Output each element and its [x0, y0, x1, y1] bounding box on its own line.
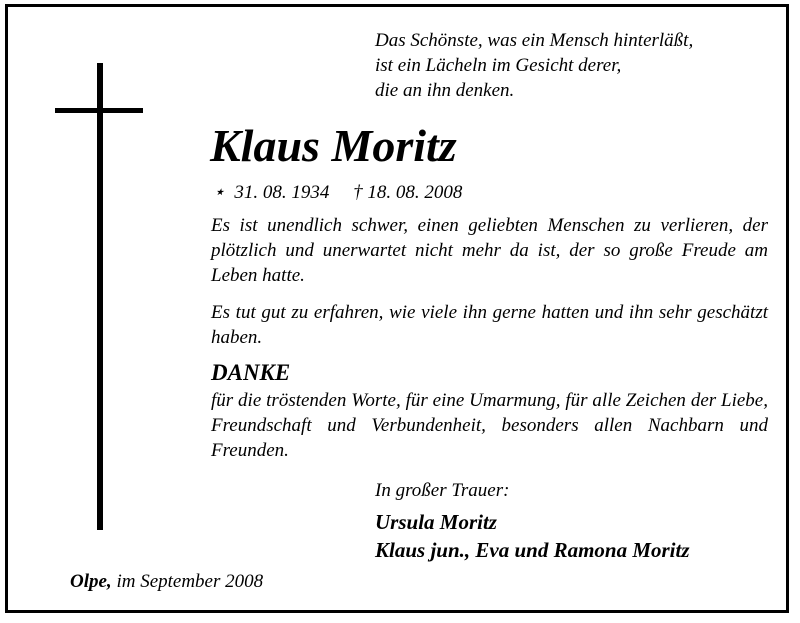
place-date-line [70, 570, 263, 594]
quote-line-1: Das Schönste, was ein Mensch hinterläßt, [375, 30, 694, 51]
date-text: im September 2008 [116, 571, 264, 592]
cross-icon [97, 63, 103, 530]
death-date: 18. 08. 2008 [367, 182, 463, 203]
death-symbol: † [353, 182, 363, 203]
quote-line-3: die an ihn denken. [375, 80, 515, 101]
deceased-name: Klaus Moritz [210, 120, 457, 171]
life-dates [213, 180, 462, 206]
paragraph-thanks: für die tröstenden Worte, für eine Umarmung, für alle Zeichen der Liebe, Freundschaft und Verbundenheit, besonders allen Nachbarn und Freunden. [211, 390, 768, 461]
danke-heading: DANKE [211, 360, 291, 385]
signature-name-2: Klaus jun., Eva und Ramona Moritz [375, 538, 690, 562]
cross-icon-bar [55, 108, 143, 113]
signature-name-1: Ursula Moritz [375, 510, 497, 534]
quote-line-2: ist ein Lächeln im Gesicht derer, [375, 55, 622, 76]
place: Olpe, [70, 571, 112, 592]
birth-symbol: ⋆ [213, 182, 225, 203]
memorial-quote [375, 28, 693, 103]
mourning-intro: In großer Trauer: [375, 480, 510, 501]
paragraph-loss: Es ist unendlich schwer, einen geliebten Menschen zu verlieren, der plötzlich und unerwartet nicht mehr da ist, der so große Freude am Leben hatte. [211, 215, 768, 286]
paragraph-appreciation: Es tut gut zu erfahren, wie viele ihn gerne hatten und ihn sehr geschätzt haben. [211, 302, 768, 348]
birth-date: 31. 08. 1934 [234, 182, 330, 203]
